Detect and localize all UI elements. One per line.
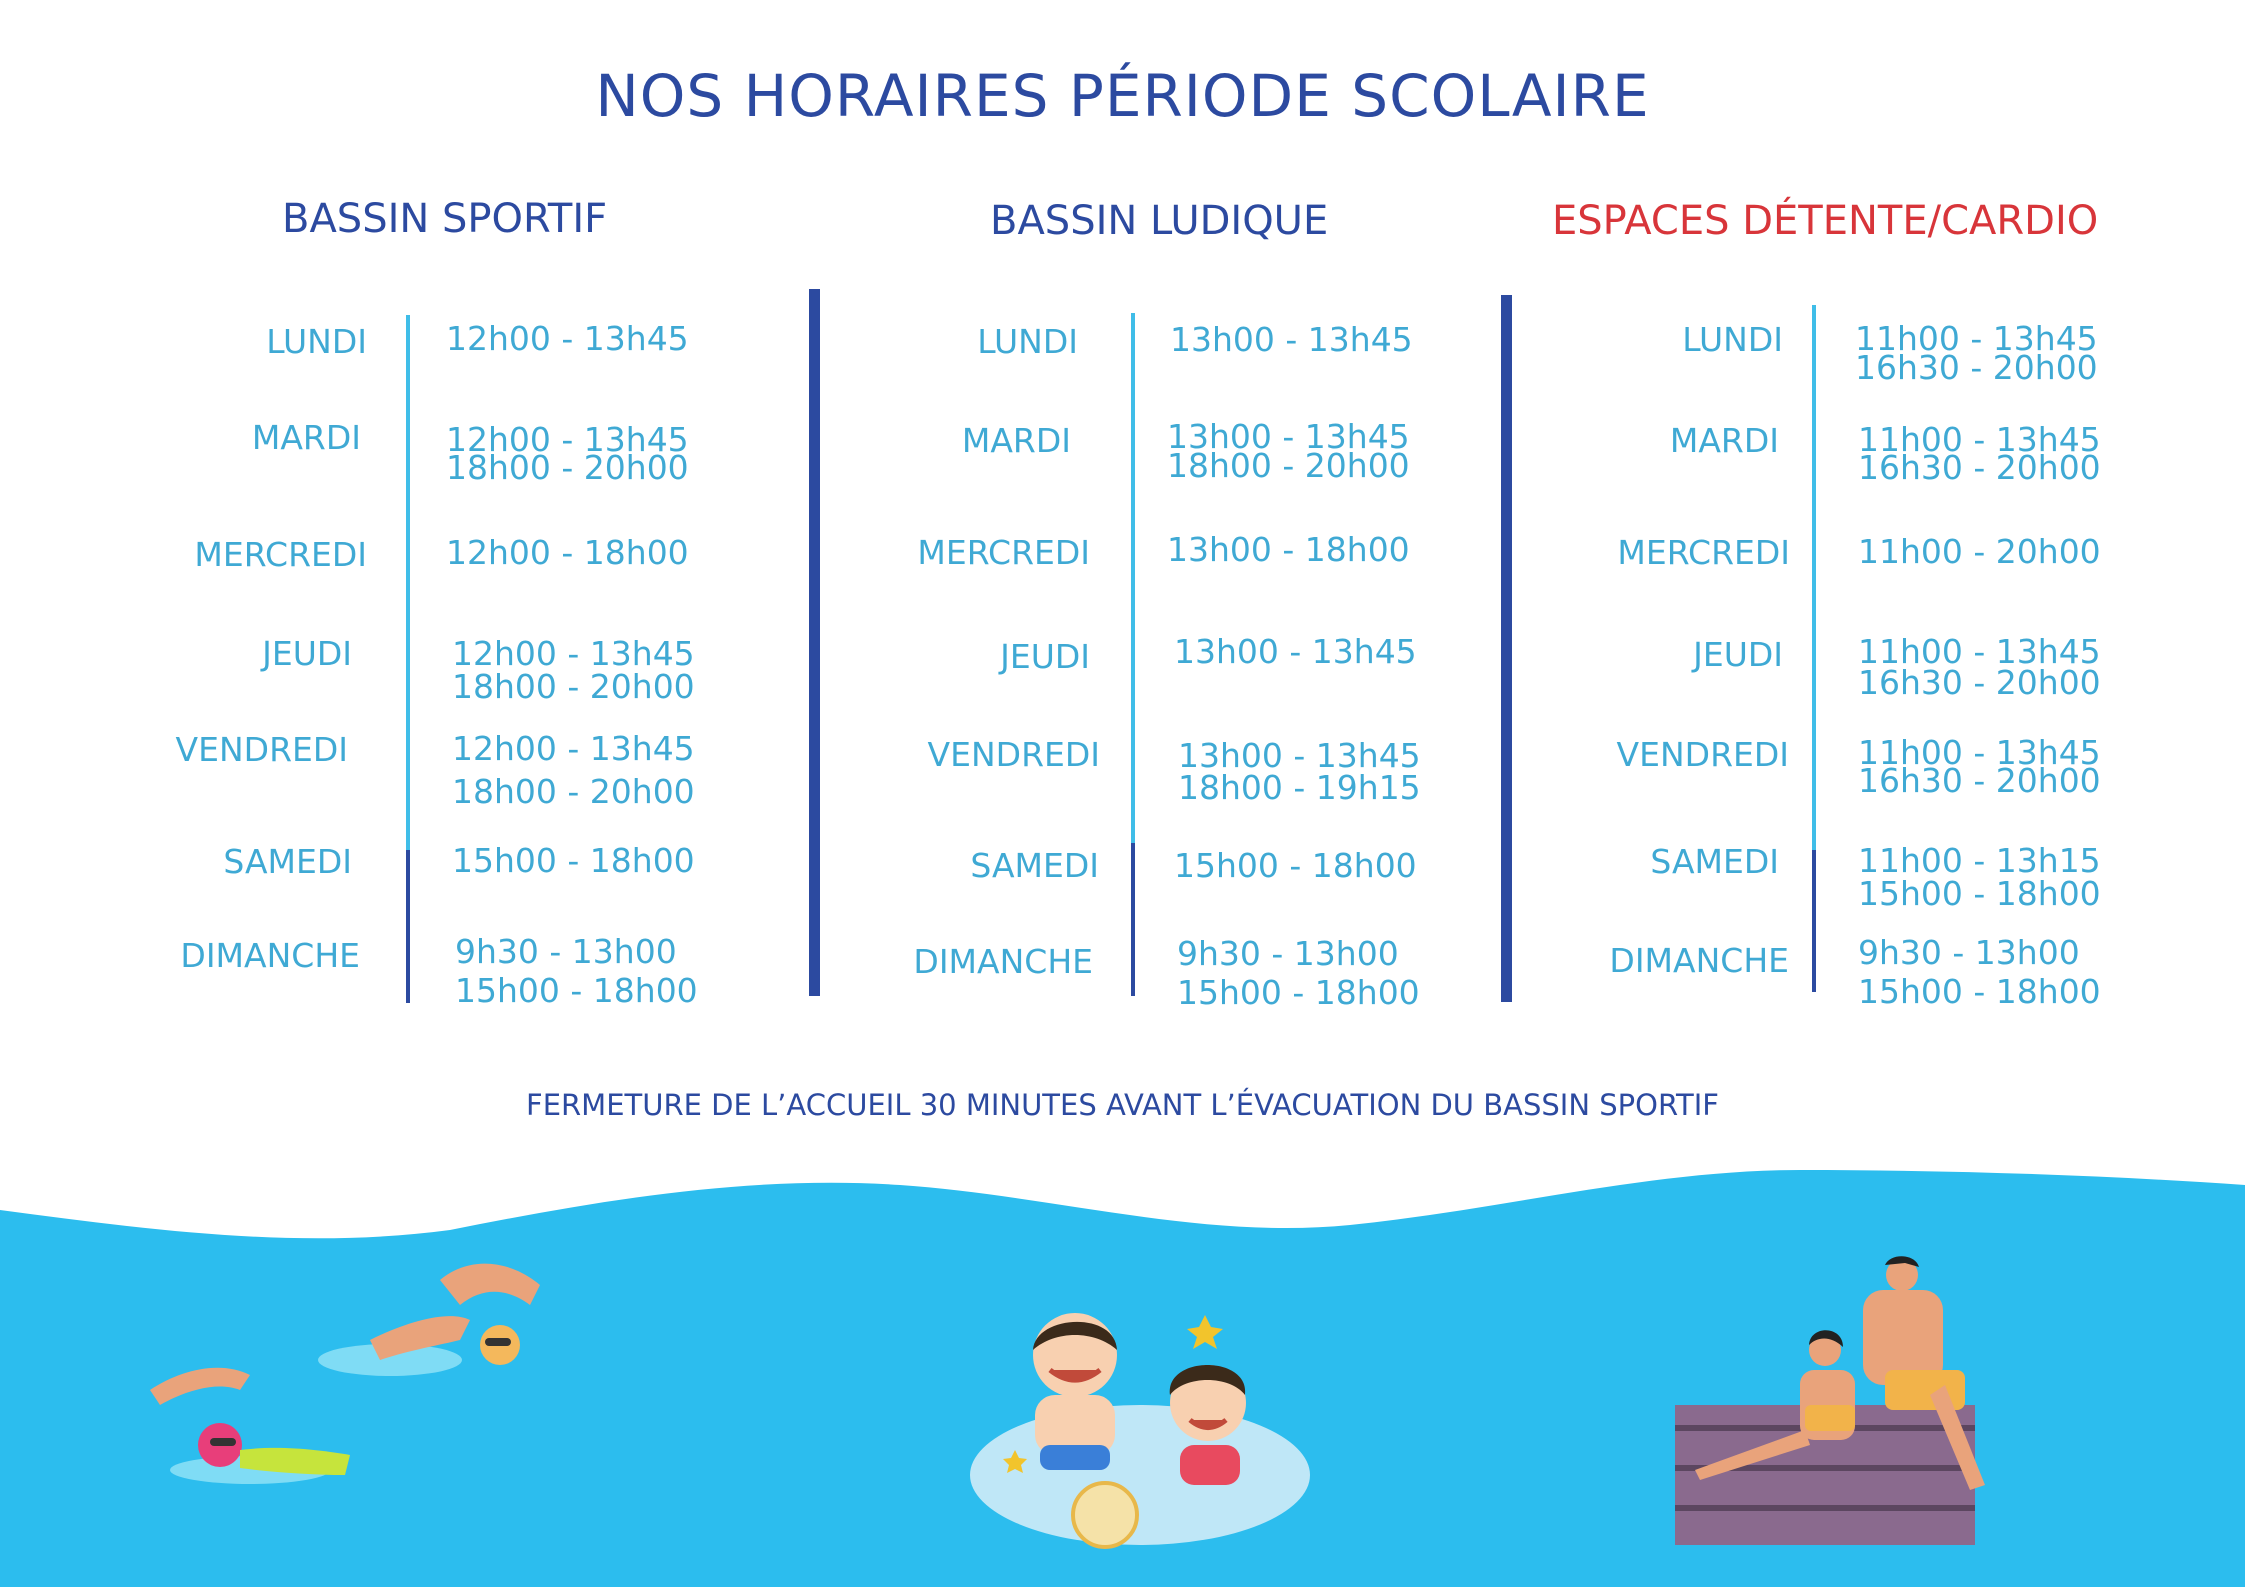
time-slot: 12h00 - 13h45 xyxy=(446,420,689,459)
time-slot: 18h00 - 19h15 xyxy=(1178,768,1421,807)
day-label: VENDREDI xyxy=(175,730,348,769)
day-label: DIMANCHE xyxy=(913,942,1093,981)
time-slot: 18h00 - 20h00 xyxy=(1167,446,1410,485)
day-label: LUNDI xyxy=(977,322,1078,361)
day-label: DIMANCHE xyxy=(180,936,360,975)
section-divider xyxy=(809,289,820,996)
time-slot: 15h00 - 18h00 xyxy=(1858,874,2101,913)
time-slot: 13h00 - 13h45 xyxy=(1178,736,1421,775)
time-slot: 12h00 - 13h45 xyxy=(452,729,695,768)
column-separator xyxy=(1131,843,1135,996)
day-label: SAMEDI xyxy=(970,846,1099,885)
section-title-espaces-detente: ESPACES DÉTENTE/CARDIO xyxy=(1552,198,2099,244)
day-label: VENDREDI xyxy=(927,735,1100,774)
time-slot: 12h00 - 18h00 xyxy=(446,533,689,572)
time-slot: 11h00 - 13h45 xyxy=(1858,632,2101,671)
day-label: JEUDI xyxy=(1000,637,1090,676)
relaxing-couple-illustration xyxy=(1665,1255,2005,1555)
section-divider xyxy=(1501,295,1512,1002)
day-label: MARDI xyxy=(961,421,1071,460)
time-slot: 18h00 - 20h00 xyxy=(452,667,695,706)
day-label: VENDREDI xyxy=(1616,735,1789,774)
time-slot: 16h30 - 20h00 xyxy=(1855,348,2098,387)
column-separator xyxy=(1812,305,1816,850)
column-separator xyxy=(1131,313,1135,843)
time-slot: 11h00 - 13h45 xyxy=(1858,420,2101,459)
day-label: MERCREDI xyxy=(917,533,1090,572)
time-slot: 12h00 - 13h45 xyxy=(446,319,689,358)
time-slot: 13h00 - 18h00 xyxy=(1167,530,1410,569)
time-slot: 13h00 - 13h45 xyxy=(1170,320,1413,359)
day-label: JEUDI xyxy=(1693,635,1783,674)
day-label: MARDI xyxy=(1669,421,1779,460)
section-title-bassin-sportif: BASSIN SPORTIF xyxy=(282,196,608,242)
day-label: JEUDI xyxy=(262,634,352,673)
time-slot: 18h00 - 20h00 xyxy=(446,448,689,487)
time-slot: 15h00 - 18h00 xyxy=(452,841,695,880)
day-label: LUNDI xyxy=(1682,320,1783,359)
page-title: NOS HORAIRES PÉRIODE SCOLAIRE xyxy=(595,62,1650,130)
day-label: MERCREDI xyxy=(194,535,367,574)
time-slot: 15h00 - 18h00 xyxy=(455,971,698,1010)
day-label: SAMEDI xyxy=(223,842,352,881)
day-label: MERCREDI xyxy=(1617,533,1790,572)
time-slot: 15h00 - 18h00 xyxy=(1177,973,1420,1012)
day-label: MARDI xyxy=(251,418,361,457)
day-label: DIMANCHE xyxy=(1609,941,1789,980)
time-slot: 9h30 - 13h00 xyxy=(1858,933,2080,972)
footer-note: FERMETURE DE L’ACCUEIL 30 MINUTES AVANT L’ÉVACUATION DU BASSIN SPORTIF xyxy=(526,1088,1719,1122)
time-slot: 13h00 - 13h45 xyxy=(1167,417,1410,456)
time-slot: 11h00 - 13h15 xyxy=(1858,841,2101,880)
time-slot: 16h30 - 20h00 xyxy=(1858,663,2101,702)
time-slot: 11h00 - 13h45 xyxy=(1855,319,2098,358)
time-slot: 12h00 - 13h45 xyxy=(452,634,695,673)
column-separator xyxy=(1812,850,1816,992)
column-separator xyxy=(406,315,410,850)
swimmers-illustration xyxy=(140,1250,580,1510)
time-slot: 16h30 - 20h00 xyxy=(1858,761,2101,800)
day-label: SAMEDI xyxy=(1650,842,1779,881)
time-slot: 13h00 - 13h45 xyxy=(1174,632,1417,671)
column-separator xyxy=(406,850,410,1003)
children-playing-illustration xyxy=(965,1295,1325,1555)
time-slot: 11h00 - 20h00 xyxy=(1858,532,2101,571)
section-title-bassin-ludique: BASSIN LUDIQUE xyxy=(990,198,1329,244)
day-label: LUNDI xyxy=(266,322,367,361)
time-slot: 9h30 - 13h00 xyxy=(1177,934,1399,973)
time-slot: 18h00 - 20h00 xyxy=(452,772,695,811)
time-slot: 15h00 - 18h00 xyxy=(1858,972,2101,1011)
time-slot: 16h30 - 20h00 xyxy=(1858,448,2101,487)
time-slot: 15h00 - 18h00 xyxy=(1174,846,1417,885)
time-slot: 11h00 - 13h45 xyxy=(1858,733,2101,772)
time-slot: 9h30 - 13h00 xyxy=(455,932,677,971)
